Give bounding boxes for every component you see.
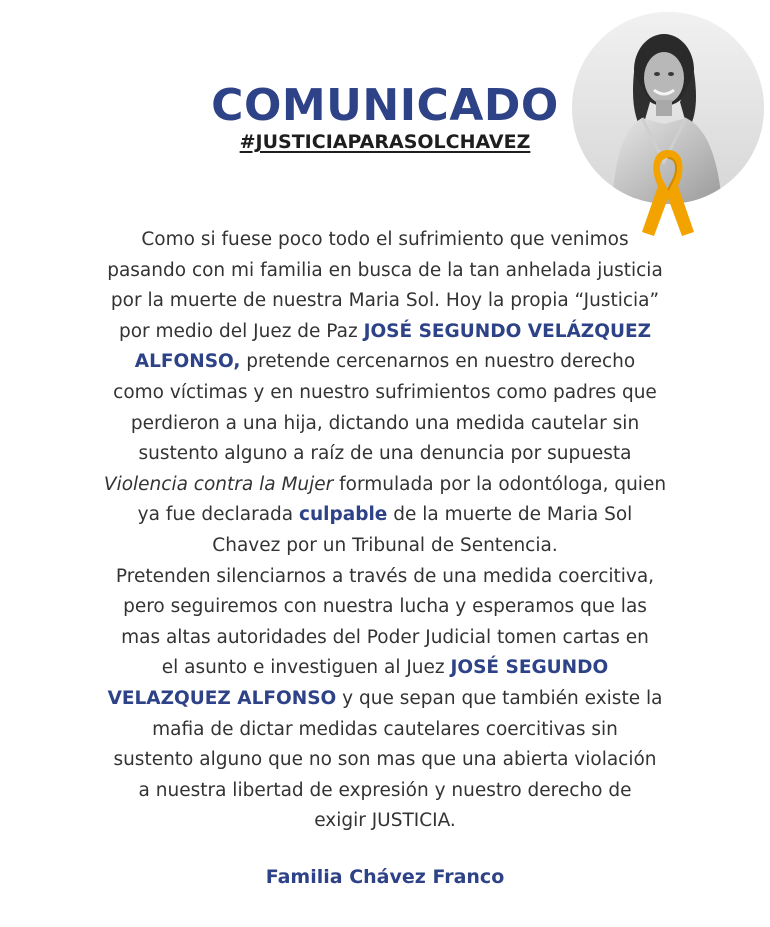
italic-text: Violencia contra la Mujer (103, 473, 334, 495)
body-line (60, 256, 710, 287)
body-line (60, 592, 710, 623)
body-text: por medio del Juez de Paz (118, 320, 364, 342)
body-text: mas altas autoridades del Poder Judicial tomen cartas en (121, 626, 649, 648)
emphasized-text: JOSÉ SEGUNDO (450, 657, 609, 679)
hashtag: #JUSTICIAPARASOLCHAVEZ (239, 131, 531, 153)
body-text: sustento alguno que no son mas que una abierta violación (113, 749, 657, 771)
body-text: de la muerte de Maria Sol (387, 504, 633, 526)
body-text: mafia de dictar medidas cautelares coercitivas sin (152, 718, 618, 740)
body-text: por la muerte de nuestra Maria Sol. Hoy la propia “Justicia” (110, 290, 660, 312)
body-line (60, 378, 710, 409)
body-text: perdieron a una hija, dictando una medida cautelar sin (130, 412, 640, 434)
body-text: Pretenden silenciarnos a través de una medida coercitiva, (115, 565, 655, 587)
body-line (60, 715, 710, 746)
body-line (60, 531, 710, 562)
emphasized-text: JOSÉ SEGUNDO VELÁZQUEZ (363, 320, 652, 342)
body-line (60, 623, 710, 654)
body-line (60, 745, 710, 776)
body-text: Como si fuese poco todo el sufrimiento que venimos (141, 229, 629, 250)
body-text: sustento alguno a raíz de una denuncia por supuesta (138, 443, 632, 465)
body-line (60, 317, 710, 348)
body-text: como víctimas y en nuestro sufrimientos como padres que (113, 381, 657, 403)
body-line (60, 409, 710, 440)
body-text: Chavez por un Tribunal de Sentencia. (212, 534, 558, 556)
page-title: COMUNICADO (211, 80, 559, 131)
body-line (60, 776, 710, 807)
body-line (60, 470, 710, 501)
emphasized-text: culpable (299, 504, 388, 526)
body-text: pasando con mi familia en busca de la tan anhelada justicia (107, 259, 663, 281)
body-line (60, 500, 710, 531)
body-text: a nuestra libertad de expresión y nuestro derecho de (138, 779, 632, 801)
body-text: formulada por la odontóloga, quien (333, 473, 667, 495)
signature: Familia Chávez Franco (265, 866, 505, 888)
body-line (60, 225, 710, 256)
body-line (60, 439, 710, 470)
body-text: pretende cercenarnos en nuestro derecho (240, 351, 636, 373)
body-text: exigir JUSTICIA. (314, 810, 456, 832)
emphasized-text: VELAZQUEZ ALFONSO (107, 687, 337, 709)
body-line (60, 684, 710, 715)
body-text: y que sepan que también existe la (336, 687, 663, 709)
body-text: ya fue declarada (137, 504, 300, 526)
body-text: pero seguiremos con nuestra lucha y esperamos que las (123, 596, 647, 618)
body-line (60, 347, 710, 378)
body-text: el asunto e investiguen al Juez (161, 657, 451, 679)
body-line (60, 562, 710, 593)
statement-body (60, 225, 710, 837)
body-line (60, 653, 710, 684)
body-line (60, 286, 710, 317)
body-line (60, 806, 710, 837)
emphasized-text: ALFONSO, (134, 351, 241, 373)
